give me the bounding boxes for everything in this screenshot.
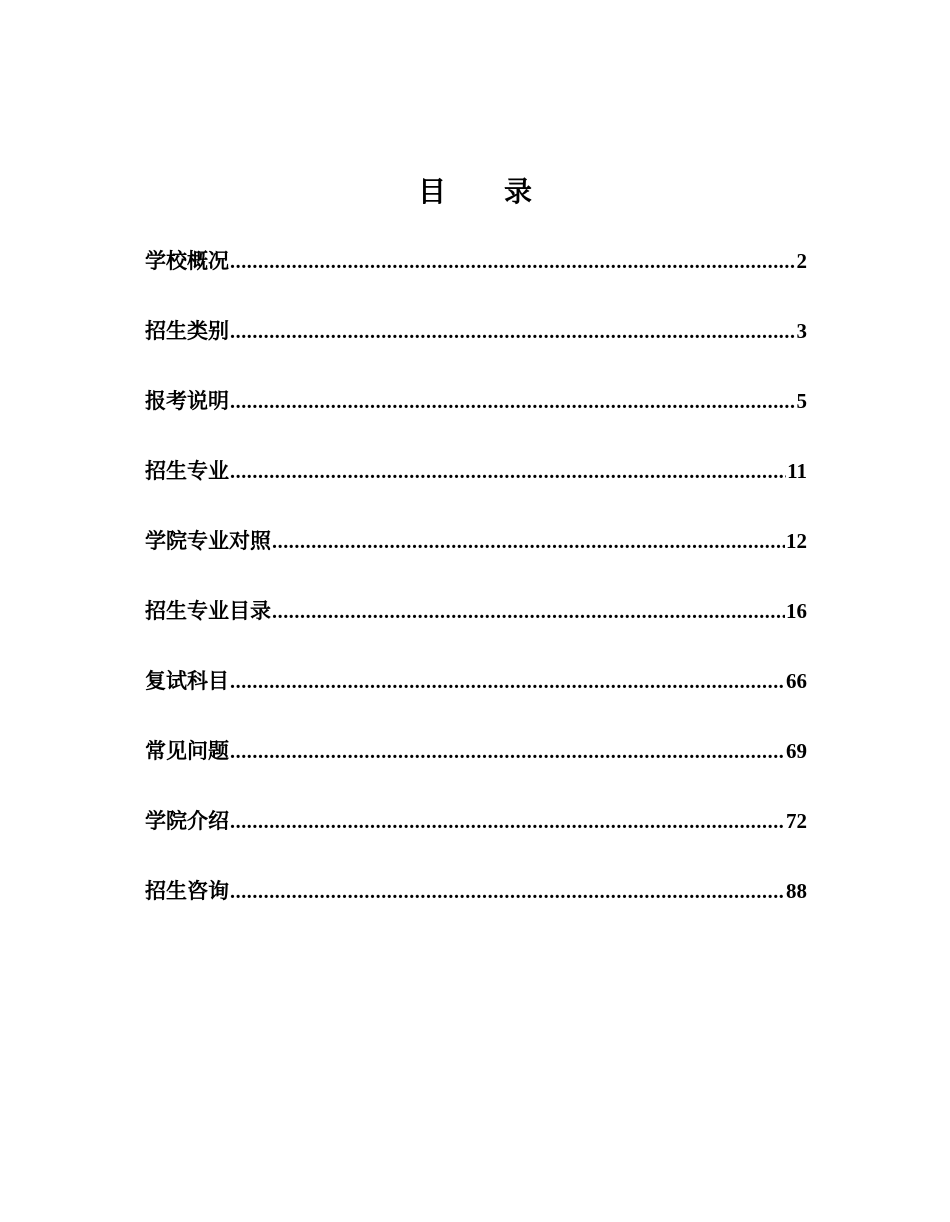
toc-page-number: 5	[796, 389, 807, 413]
toc-dot-leader	[230, 875, 785, 909]
toc-heading-char-1: 目	[417, 175, 446, 208]
toc-page-number: 88	[786, 879, 807, 903]
toc-entry-faq[interactable]	[145, 734, 807, 804]
toc-entry-admission-majors[interactable]	[145, 454, 807, 524]
toc-entry-application-notes[interactable]	[145, 384, 807, 454]
toc-entry-label: 报考说明	[145, 389, 229, 413]
toc-dot-leader	[230, 315, 796, 349]
toc-entry-major-catalog[interactable]	[145, 594, 807, 664]
toc-entry-label: 招生专业	[145, 459, 229, 483]
toc-page-number: 12	[786, 529, 807, 553]
toc-page-number: 72	[786, 809, 807, 833]
toc-page-number: 69	[786, 739, 807, 763]
toc-page-number: 16	[786, 599, 807, 623]
toc-dot-leader	[272, 595, 785, 629]
toc-heading	[0, 172, 950, 212]
toc-entry-school-overview[interactable]	[145, 244, 807, 314]
toc-entry-retest-subjects[interactable]	[145, 664, 807, 734]
toc-entry-college-introduction[interactable]	[145, 804, 807, 874]
toc-list	[145, 244, 807, 944]
toc-entry-label: 学校概况	[145, 249, 229, 273]
toc-dot-leader	[230, 245, 796, 279]
toc-entry-label: 招生专业目录	[145, 599, 271, 623]
toc-page-number: 66	[786, 669, 807, 693]
toc-page-number: 11	[787, 459, 807, 483]
toc-entry-label: 学院专业对照	[145, 529, 271, 553]
toc-dot-leader	[230, 455, 786, 489]
toc-entry-admission-inquiry[interactable]	[145, 874, 807, 944]
toc-entry-label: 招生咨询	[145, 879, 229, 903]
toc-dot-leader	[230, 665, 785, 699]
toc-entry-label: 学院介绍	[145, 809, 229, 833]
toc-entry-admission-categories[interactable]	[145, 314, 807, 384]
toc-dot-leader	[230, 735, 785, 769]
toc-page-number: 3	[796, 319, 807, 343]
toc-heading-char-2: 录	[504, 175, 533, 208]
toc-entry-label: 招生类别	[145, 319, 229, 343]
toc-page-number: 2	[796, 249, 807, 273]
toc-dot-leader	[230, 385, 796, 419]
toc-entry-label: 复试科目	[145, 669, 229, 693]
toc-entry-label: 常见问题	[145, 739, 229, 763]
toc-entry-college-major-mapping[interactable]	[145, 524, 807, 594]
toc-dot-leader	[230, 805, 785, 839]
toc-dot-leader	[272, 525, 785, 559]
